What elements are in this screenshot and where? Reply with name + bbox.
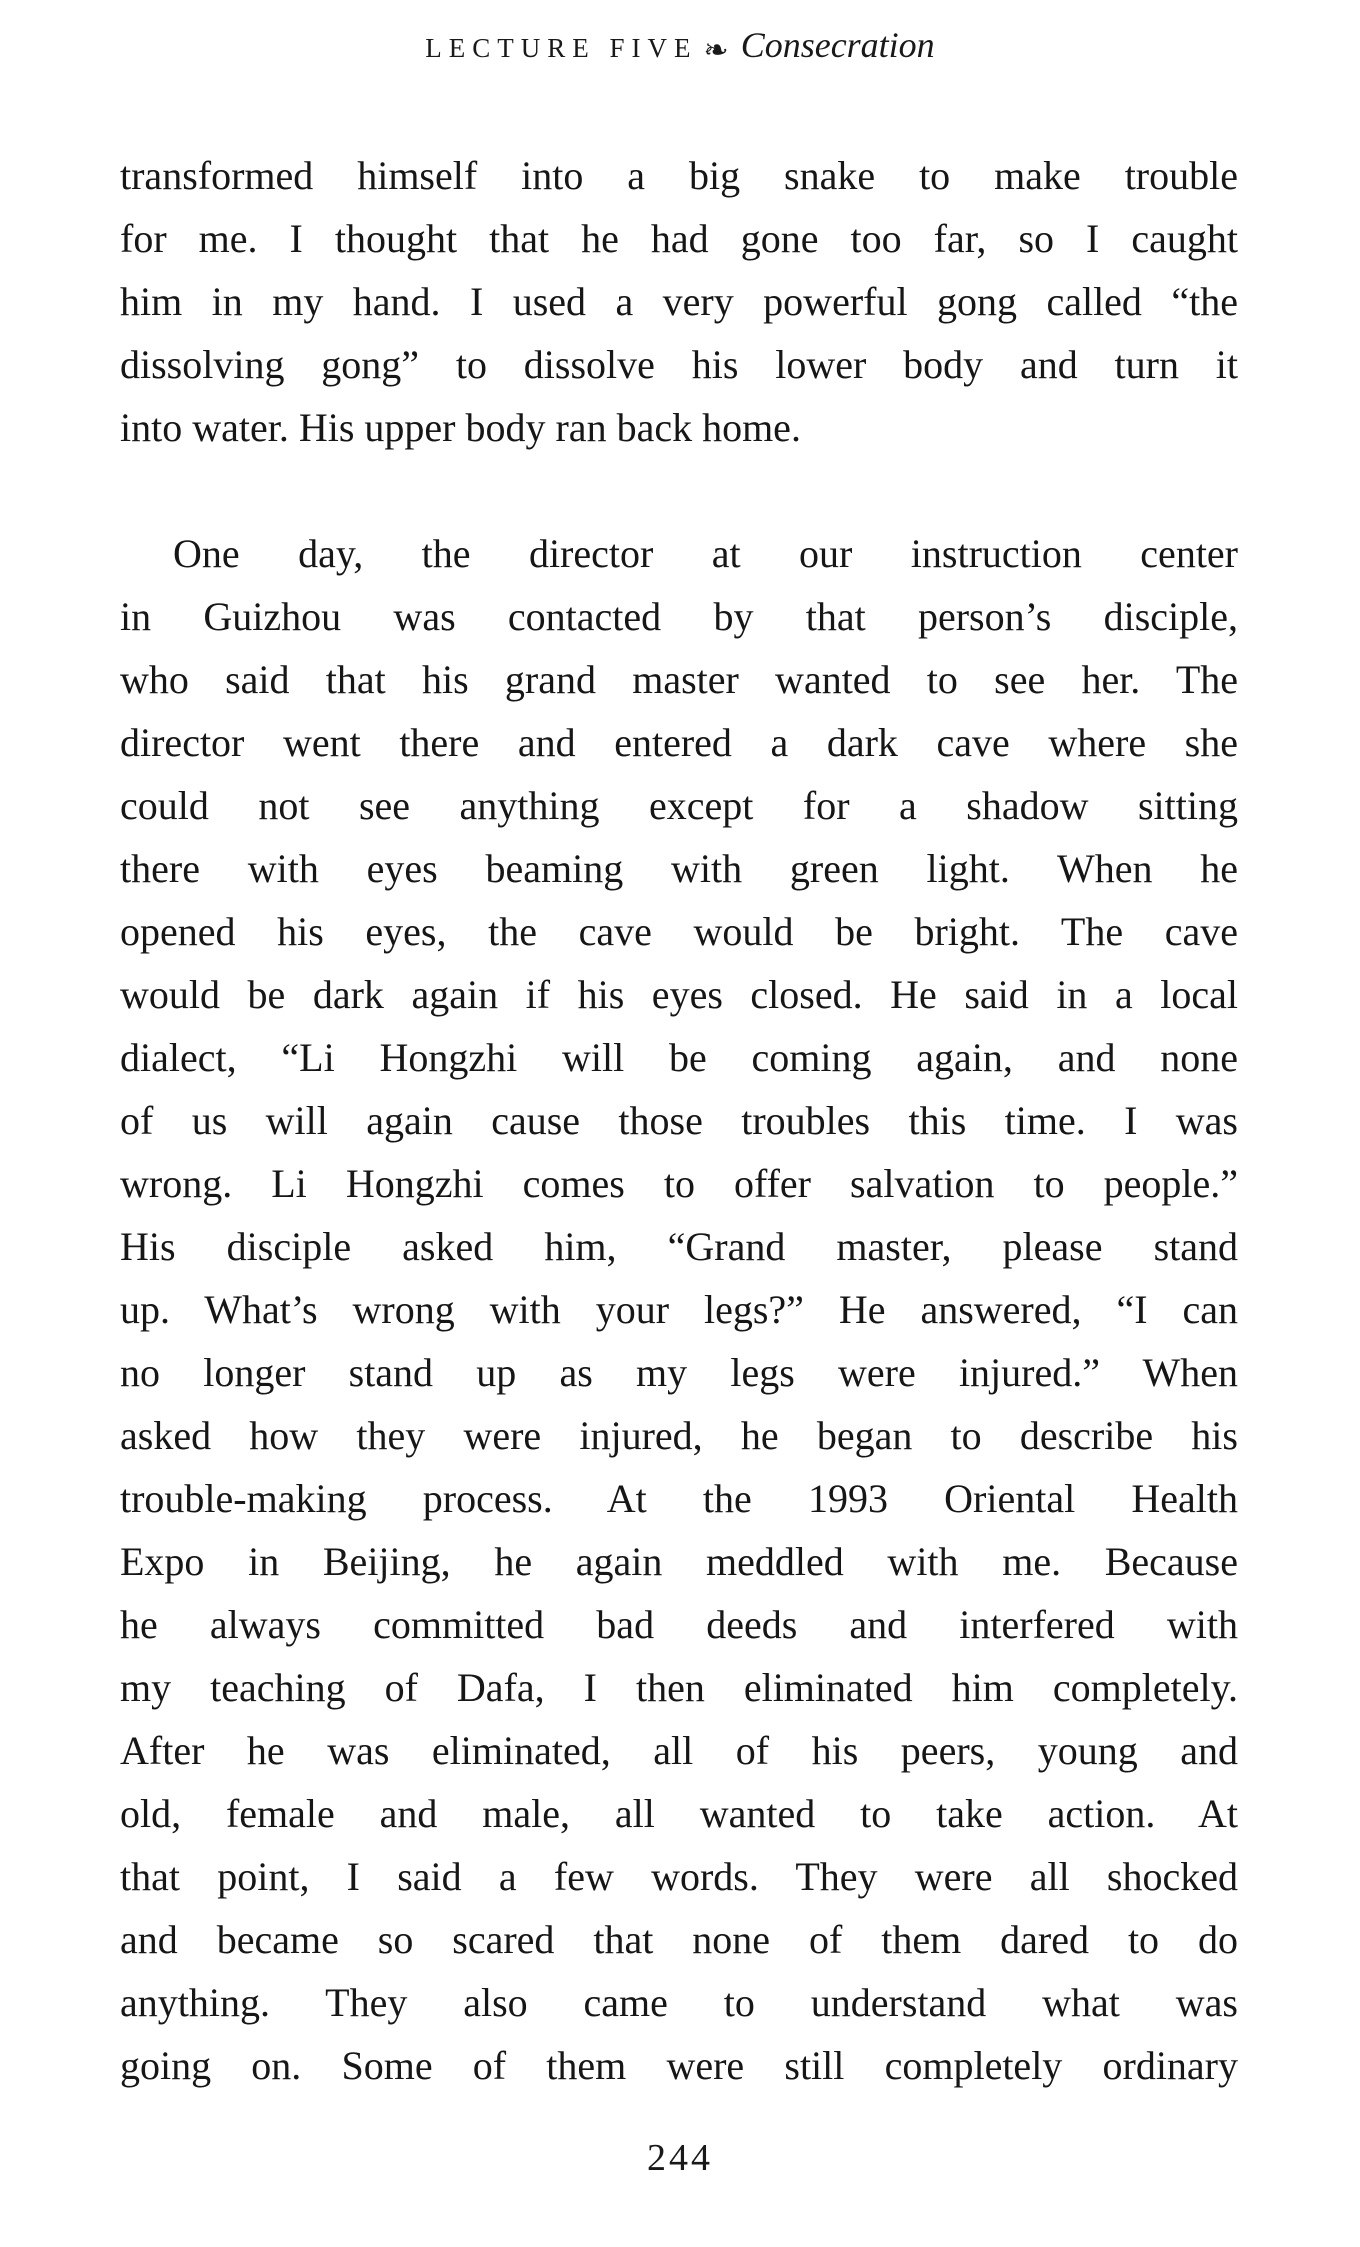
text-line: my teaching of Dafa, I then eliminated him completely. xyxy=(120,1665,1238,1710)
running-head-chapter-title: Consecration xyxy=(740,25,935,65)
text-line: who said that his grand master wanted to see her. The xyxy=(120,657,1238,702)
text-line: no longer stand up as my legs were injured.” When xyxy=(120,1350,1238,1395)
text-line: His disciple asked him, “Grand master, please stand xyxy=(120,1224,1238,1269)
text-line: could not see anything except for a shadow sitting xyxy=(120,783,1238,828)
fleuron-ornament-icon: ❧ xyxy=(703,34,729,67)
page-footer xyxy=(0,2136,1360,2180)
text-line: him in my hand. I used a very powerful gong called “the xyxy=(120,279,1238,324)
text-line: opened his eyes, the cave would be bright. The cave xyxy=(120,909,1238,954)
running-head xyxy=(0,24,1360,66)
text-line: for me. I thought that he had gone too far, so I caught xyxy=(120,216,1238,261)
text-line: Expo in Beijing, he again meddled with me. Because xyxy=(120,1539,1238,1584)
text-line: into water. His upper body ran back home. xyxy=(120,405,801,450)
text-line: After he was eliminated, all of his peers, young and xyxy=(120,1728,1238,1773)
text-line: dialect, “Li Hongzhi will be coming again, and none xyxy=(120,1035,1238,1080)
text-line: One day, the director at our instruction center xyxy=(173,531,1238,576)
text-line: anything. They also came to understand what was xyxy=(120,1980,1238,2025)
text-line: that point, I said a few words. They were all shocked xyxy=(120,1854,1238,1899)
text-line: would be dark again if his eyes closed. He said in a local xyxy=(120,972,1238,1017)
running-head-lecture-label: LECTURE FIVE xyxy=(425,33,698,63)
body-text-block xyxy=(120,144,1238,2097)
text-line: and became so scared that none of them dared to do xyxy=(120,1917,1238,1962)
text-line: there with eyes beaming with green light. When he xyxy=(120,846,1238,891)
text-line: in Guizhou was contacted by that person’s disciple, xyxy=(120,594,1238,639)
text-line: director went there and entered a dark cave where she xyxy=(120,720,1238,765)
text-line: of us will again cause those troubles this time. I was xyxy=(120,1098,1238,1143)
text-line: going on. Some of them were still completely ordinary xyxy=(120,2043,1238,2088)
page-number: 244 xyxy=(647,2137,713,2179)
text-line: he always committed bad deeds and interfered with xyxy=(120,1602,1238,1647)
text-line: dissolving gong” to dissolve his lower body and turn it xyxy=(120,342,1238,387)
paragraph-snake-story xyxy=(120,144,1238,459)
text-line: old, female and male, all wanted to take action. At xyxy=(120,1791,1238,1836)
text-line: trouble-making process. At the 1993 Oriental Health xyxy=(120,1476,1238,1521)
text-line: up. What’s wrong with your legs?” He answered, “I can xyxy=(120,1287,1238,1332)
text-line: wrong. Li Hongzhi comes to offer salvation to people.” xyxy=(120,1161,1238,1206)
text-line: asked how they were injured, he began to describe his xyxy=(120,1413,1238,1458)
text-line: transformed himself into a big snake to make trouble xyxy=(120,153,1238,198)
paragraph-cave-story xyxy=(120,522,1238,2097)
